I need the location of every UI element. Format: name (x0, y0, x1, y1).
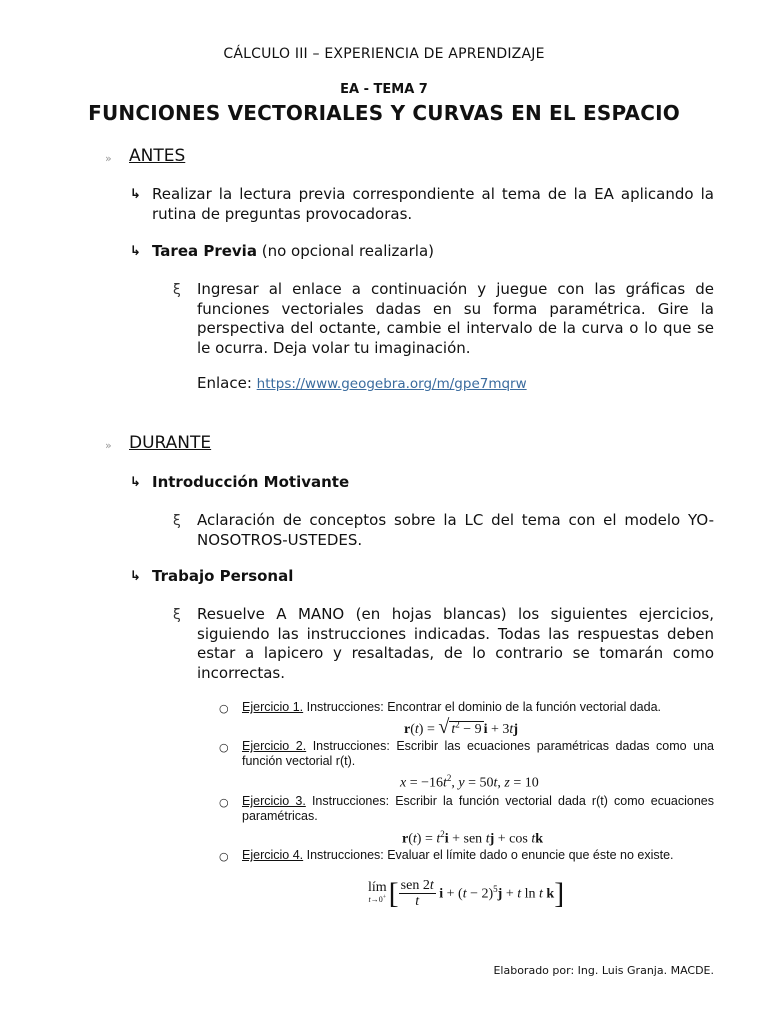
xi-bullet-icon: ξ (173, 282, 181, 298)
section-durante-title: DURANTE (129, 433, 212, 453)
exercise-3 (242, 794, 714, 824)
geogebra-link[interactable]: https://www.geogebra.org/m/gpe7mqrw (256, 376, 527, 392)
enlace-label: Enlace: (197, 374, 252, 392)
exercise-4 (242, 848, 714, 863)
section-antes-title: ANTES (129, 146, 186, 166)
xi-bullet-icon: ξ (173, 607, 181, 623)
enlace-line (197, 374, 714, 395)
exercise-4-label: Ejercicio 4. (242, 848, 304, 862)
exercise-1-label: Ejercicio 1. (242, 700, 304, 714)
circle-bullet-icon: ○ (219, 796, 229, 809)
exercise-1 (242, 700, 714, 715)
page-title: FUNCIONES VECTORIALES Y CURVAS EN EL ESPACIO (88, 101, 680, 125)
exercise-2-formula: $x = -16t^2$, y = 50t, z = 10 (400, 773, 539, 791)
introduccion-text: Aclaración de conceptos sobre la LC del tema con el modelo YO-NOSOTROS-USTEDES. (197, 511, 714, 549)
circle-bullet-icon: ○ (219, 741, 229, 754)
exercise-2 (242, 739, 714, 769)
circle-bullet-icon: ○ (219, 850, 229, 863)
introduccion-title: Introducción Motivante (152, 473, 350, 491)
antes-item-lectura: Realizar la lectura previa correspondiente al tema de la EA aplicando la rutina de preguntas provocadoras. (152, 185, 714, 223)
item-arrow-icon: ↳ (130, 244, 141, 259)
section-bullet-icon: » (105, 152, 112, 165)
tarea-previa-note: (no opcional realizarla) (261, 242, 434, 260)
item-arrow-icon: ↳ (130, 569, 141, 584)
ea-label: EA - TEMA 7 (340, 82, 428, 97)
exercise-3-label: Ejercicio 3. (242, 794, 306, 808)
tarea-previa-instructions: Ingresar al enlace a continuación y juegue con las gráficas de funciones vectoriales dadas en su forma paramétrica. Gire la perspectiva del octante, cambie el intervalo de la curva o lo que se le ocurra. Deja volar tu imaginación. (197, 280, 714, 357)
exercise-1-text: Instrucciones: Encontrar el dominio de la función vectorial dada. (306, 700, 661, 714)
tarea-previa-title: Tarea Previa (152, 242, 257, 260)
exercise-4-text: Instrucciones: Evaluar el límite dado o enuncie que éste no existe. (306, 848, 674, 862)
exercise-3-text: Instrucciones: Escribir la función vectorial dada r(t) como ecuaciones paramétricas. (242, 794, 714, 823)
xi-bullet-icon: ξ (173, 513, 181, 529)
section-bullet-icon: » (105, 439, 112, 452)
tarea-previa-item (152, 242, 714, 262)
exercise-2-text: Instrucciones: Escribir las ecuaciones paramétricas dadas como una función vectorial r(t). (242, 739, 714, 768)
circle-bullet-icon: ○ (219, 702, 229, 715)
exercise-2-label: Ejercicio 2. (242, 739, 307, 753)
trabajo-personal-text: Resuelve A MANO (en hojas blancas) los siguientes ejercicios, siguiendo las instrucciones indicadas. Todas las respuestas deben estar a lapicero y resaltadas, de lo contrario se tomarán como incorrectas. (197, 605, 714, 682)
item-arrow-icon: ↳ (130, 475, 141, 490)
item-arrow-icon: ↳ (130, 187, 141, 202)
exercise-3-formula: $r(t) = t^2i$ + sen tj + cos tk (402, 829, 543, 847)
trabajo-personal-title: Trabajo Personal (152, 567, 294, 585)
exercise-4-formula: lím t→0+ [ sen 2t t $i + (t - 2)^5j + t$ ln t k ] (368, 876, 565, 910)
course-title: CÁLCULO III – EXPERIENCIA DE APRENDIZAJE (223, 46, 545, 62)
footer-author: Elaborado por: Ing. Luis Granja. MACDE. (493, 964, 714, 977)
exercise-1-formula: r(t) = √ $t^2 - 9$ i + 3tj (404, 716, 518, 738)
